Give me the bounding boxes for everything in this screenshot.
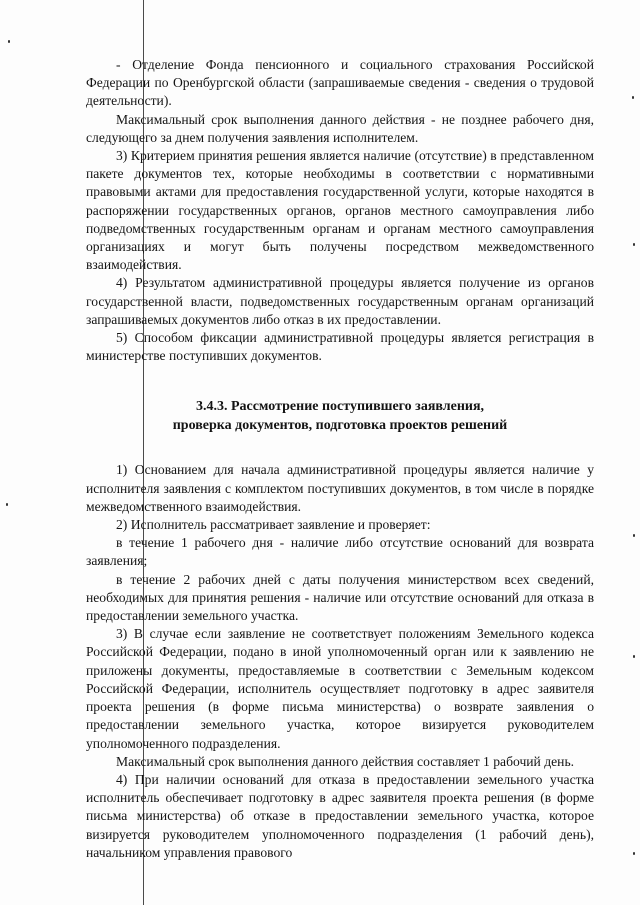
paragraph: в течение 1 рабочего дня - наличие либо отсутствие оснований для возврата заявления; [86,535,594,569]
paragraph: 1) Основанием для начала административной процедуры является наличие у исполнителя заявления с комплектом поступивших документов, в том числе в порядке межведомственного взаимодействия. [86,462,594,514]
section-heading [86,397,594,435]
section-heading-line: 3.4.3. Рассмотрение поступившего заявления, [195,399,485,415]
paragraph: 3) Критерием принятия решения является наличие (отсутствие) в представленном пакете документов тех, которые необходимы в соответствии с нормативными правовыми актами для предоставления государственной услуги, которые находятся в распоряжении государственных органов, органов местного самоуправления либо подведомственных государственным органам и органам местного самоуправления организациях и могут быть получены посредством межведомственного взаимодействия. [86,148,594,273]
paragraph: 2) Исполнитель рассматривает заявление и проверяет: [116,517,431,533]
paragraph: 3) В случае если заявление не соответствует положениям Земельного кодекса Российской Федерации, подано в иной уполномоченный орган или к заявлению не приложены документы, предоставляемые в соответствии с Земельным кодексом Российской Федерации, исполнитель осуществляет подготовку в адрес заявителя проекта решения (в форме письма министерства) о возврате заявления о предоставлении земельного участка, которое визируется руководителем уполномоченного подразделения. [86,626,594,751]
paragraph: 5) Способом фиксации административной процедуры является регистрация в министерстве поступивших документов. [86,330,594,364]
scan-speck [633,852,635,855]
paragraph: Максимальный срок выполнения данного действия составляет 1 рабочий день. [116,753,575,769]
scan-speck [8,40,10,43]
paragraph: в течение 2 рабочих дней с даты получения министерством всех сведений, необходимых для принятия решения - наличие или отсутствие оснований для отказа в предоставлении земельного участка. [86,571,594,624]
scan-speck [633,534,635,537]
document-body [86,56,594,862]
paragraph: 4) При наличии оснований для отказа в предоставлении земельного участка исполнитель обеспечивает подготовку в адрес заявителя проекта решения (в форме письма министерства) об отказе в предоставлении земельного участка, которое визируется руководителем уполномоченного подразделения (1 рабочий день), начальником управления правового [86,771,594,860]
scan-speck [6,503,8,506]
paragraph: 4) Результатом административной процедуры является получение из органов государственной власти, подведомственных государственным органам организаций запрашиваемых документов либо отказ в их предоставлении. [86,275,594,327]
paragraph: Максимальный срок выполнения данного действия - не позднее рабочего дня, следующего за днем получения заявления исполнителем. [86,111,594,145]
scan-speck [632,96,634,99]
scan-speck [633,655,635,658]
section-heading-line: проверка документов, подготовка проектов решений [172,418,508,434]
scan-speck [633,243,635,246]
paragraph: - Отделение Фонда пенсионного и социального страхования Российской Федерации по Оренбургской области (запрашиваемые сведения - сведения о трудовой деятельности). [86,57,594,109]
